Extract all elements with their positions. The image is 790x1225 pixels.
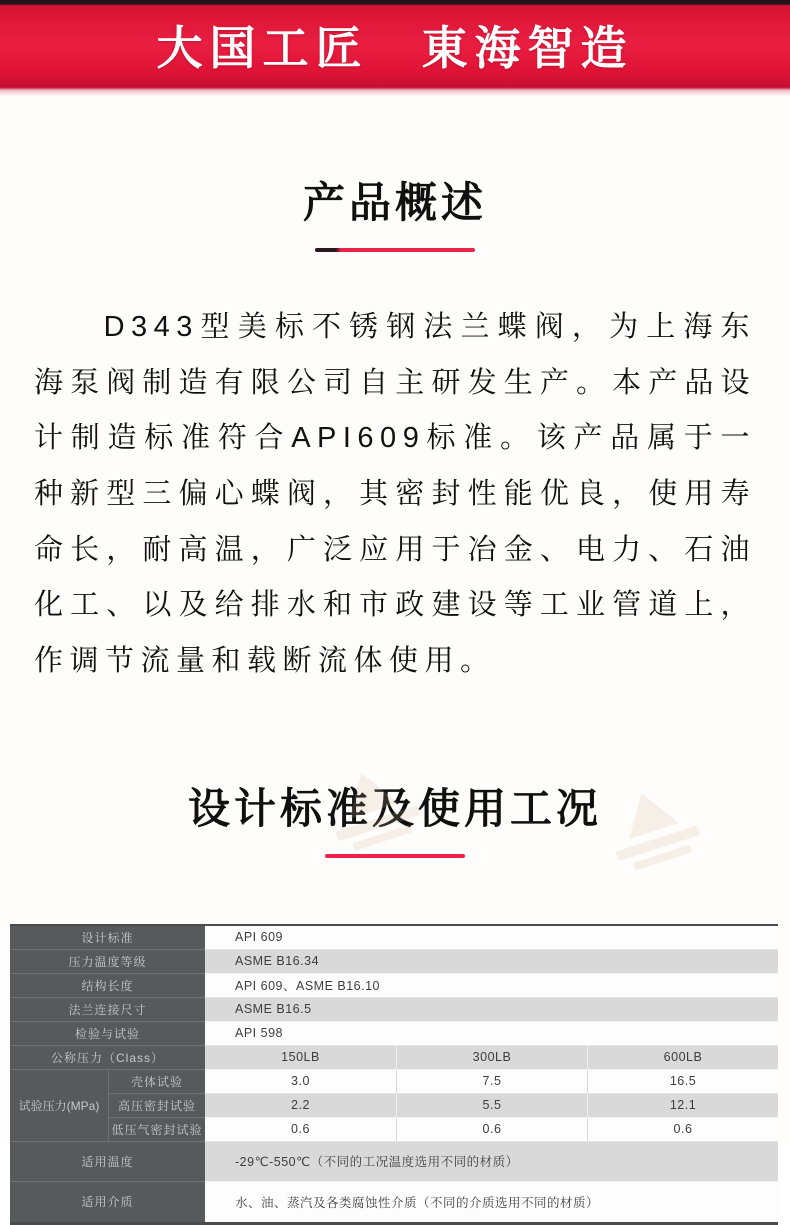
row-value: ASME B16.5 xyxy=(205,998,778,1022)
table-row-media xyxy=(10,1182,778,1222)
class-600lb: 600LB xyxy=(587,1046,778,1070)
table-row-design-standard xyxy=(10,926,778,950)
row-label: 高压密封试验 xyxy=(108,1094,205,1118)
hpseal-600: 12.1 xyxy=(587,1094,778,1118)
row-value: API 598 xyxy=(205,1022,778,1046)
table-group-test-pressure xyxy=(10,1070,778,1142)
hpseal-300: 5.5 xyxy=(396,1094,587,1118)
row-label: 检验与试验 xyxy=(10,1022,205,1046)
lpseal-150: 0.6 xyxy=(205,1118,396,1142)
row-label: 设计标准 xyxy=(10,926,205,950)
row-value: API 609 xyxy=(205,926,778,950)
design-title-underline xyxy=(325,854,465,858)
row-label: 结构长度 xyxy=(10,974,205,998)
row-value: -29℃-550℃（不同的工况温度选用不同的材质） xyxy=(205,1142,778,1182)
row-value: API 609、ASME B16.10 xyxy=(205,974,778,998)
row-label: 适用介质 xyxy=(10,1182,205,1222)
row-value: ASME B16.34 xyxy=(205,950,778,974)
design-section-title: 设计标准及使用工况 xyxy=(187,784,602,832)
shell-150: 3.0 xyxy=(205,1070,396,1094)
table-row-temperature xyxy=(10,1142,778,1182)
table-row-lp-air-seal-test xyxy=(108,1118,778,1142)
row-label: 低压气密封试验 xyxy=(108,1118,205,1142)
row-label: 法兰连接尺寸 xyxy=(10,998,205,1022)
class-150lb: 150LB xyxy=(205,1046,396,1070)
shell-600: 16.5 xyxy=(587,1070,778,1094)
lpseal-300: 0.6 xyxy=(396,1118,587,1142)
hpseal-150: 2.2 xyxy=(205,1094,396,1118)
row-label: 壳体试验 xyxy=(108,1070,205,1094)
row-label: 适用温度 xyxy=(10,1142,205,1182)
table-row-shell-test xyxy=(108,1070,778,1094)
overview-section-title: 产品概述 xyxy=(302,179,487,226)
table-row-pressure-temp-class xyxy=(10,950,778,974)
overview-paragraph: D343型美标不锈钢法兰蝶阀，为上海东海泵阀制造有限公司自主研发生产。本产品设计制造标准符合API609标准。该产品属于一种新型三偏心蝶阀，其密封性能优良，使用寿命长，耐高温，广泛应用于冶金、电力、石油化工、以及给排水和市政建设等工业管道上，作调节流量和载断流体使用。 xyxy=(34,311,756,678)
top-banner xyxy=(0,0,790,96)
shell-300: 7.5 xyxy=(396,1070,587,1094)
spec-table xyxy=(10,924,778,1225)
banner-title: 大国工匠 東海智造 xyxy=(156,22,634,74)
table-row-inspection-test xyxy=(10,1022,778,1046)
overview-title-underline xyxy=(315,248,475,252)
group-label: 试验压力(MPa) xyxy=(10,1070,108,1142)
table-row-flange-dims xyxy=(10,998,778,1022)
table-row-pressure-class xyxy=(10,1046,778,1070)
row-label: 压力温度等级 xyxy=(10,950,205,974)
table-row-hp-seal-test xyxy=(108,1094,778,1118)
row-value: 水、油、蒸汽及各类腐蚀性介质（不同的介质选用不同的材质） xyxy=(205,1182,778,1222)
row-label: 公称压力（Class） xyxy=(10,1046,205,1070)
class-300lb: 300LB xyxy=(396,1046,587,1070)
table-row-face-to-face xyxy=(10,974,778,998)
lpseal-600: 0.6 xyxy=(587,1118,778,1142)
